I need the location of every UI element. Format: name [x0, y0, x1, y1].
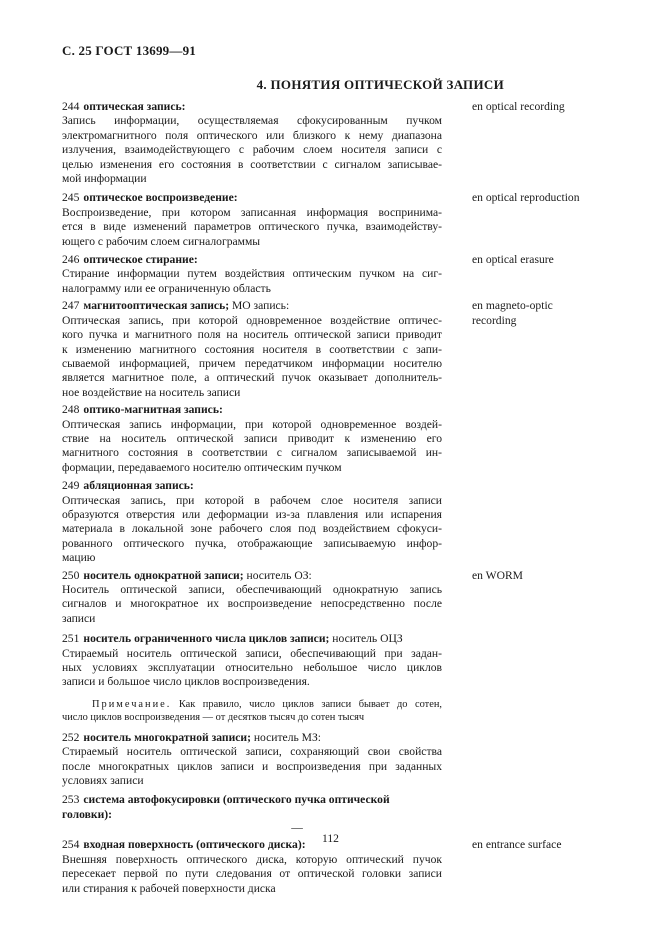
term-abbreviation: носитель ОЦЗ — [329, 632, 403, 646]
term-name: абляционная запись: — [83, 479, 194, 493]
term-english-equivalent — [472, 299, 622, 328]
term-name: входная поверхность (оптического диска): — [83, 838, 306, 852]
term-definition-line: Стираемый носитель оптической записи, обеспечивающий при задан- — [62, 646, 442, 660]
term-definition-line: ствие на носитель оптической записи приводит к изменению его — [62, 431, 442, 445]
term-entry — [62, 253, 622, 296]
section-title: 4. ПОНЯТИЯ ОПТИЧЕСКОЙ ЗАПИСИ — [256, 77, 504, 92]
term-name: магнитооптическая запись; — [83, 299, 230, 313]
term-definition-line: пересекает первой по пути следования от оптической головки записи — [62, 867, 442, 881]
term-definition-line: записи — [62, 611, 96, 625]
term-definition-line: рованного оптического пучка, отображающие записываемую инфор- — [62, 536, 442, 550]
term-number: 244 — [62, 100, 80, 113]
empty-definition-dash: — — [291, 821, 303, 835]
term-body — [62, 191, 442, 249]
term-definition-line: сигналов и многократное их воспроизведение непосредственно после — [62, 597, 442, 611]
term-entry — [62, 191, 622, 249]
term-definition-line: Воспроизведение, при котором записанная информация воспринима- — [62, 205, 442, 219]
term-abbreviation: МО запись: — [229, 299, 290, 313]
term-definition-line: ное воздействие на носитель записи — [62, 385, 241, 399]
page-number: 112 — [322, 832, 339, 845]
term-heading — [62, 299, 442, 313]
term-english-equivalent — [472, 569, 622, 583]
term-english-equivalent — [472, 253, 622, 267]
term-entry — [62, 479, 622, 565]
term-definition-line: сываемой информацией, причем передатчиком информации носителю — [62, 356, 442, 370]
term-number: 246 — [62, 253, 80, 267]
term-entry — [62, 299, 622, 400]
term-name: система автофокусировки (оптического пучка оптической головки): — [62, 793, 390, 821]
term-english-line: en optical recording — [472, 100, 565, 113]
term-definition-line: Оптическая запись информации, при которой одновременное воздей- — [62, 417, 442, 431]
term-definition-line: условиях записи — [62, 774, 144, 788]
term-english-line: recording — [472, 313, 517, 327]
term-number: 250 — [62, 568, 80, 582]
term-heading — [62, 253, 442, 267]
term-number: 247 — [62, 299, 80, 313]
term-body — [62, 793, 442, 822]
term-heading — [62, 569, 442, 583]
note-label: Примечание. — [92, 698, 172, 710]
term-entry — [62, 731, 622, 789]
term-definition-line: формации, передаваемого носителю оптическим пучком — [62, 460, 342, 474]
term-heading — [62, 731, 442, 745]
term-body — [62, 569, 442, 627]
note-line: число циклов воспроизведения — от десятков тысяч до сотен тысяч — [62, 712, 365, 724]
term-definition-line: Оптическая запись, при которой одновременное воздействие оптичес- — [62, 313, 442, 327]
term-body — [62, 632, 442, 690]
term-english-line: en optical reproduction — [472, 191, 580, 205]
term-heading — [62, 479, 442, 493]
term-note — [62, 698, 442, 725]
term-name: оптическая запись: — [83, 100, 186, 113]
term-english-line: en magneto-optic — [472, 299, 553, 313]
term-body — [62, 479, 442, 565]
term-definition-line: ных условиях эксплуатации относительно небольшое число циклов — [62, 661, 442, 675]
note-line — [62, 698, 442, 712]
page-header: С. 25 ГОСТ 13699—91 — [62, 43, 196, 58]
term-english-equivalent — [472, 100, 622, 114]
term-definition-line: после многократных циклов записи и воспроизведения при заданных — [62, 759, 442, 773]
term-definition-line: материала в локальной зоне рабочего слоя под воздействием сфокуси- — [62, 522, 442, 536]
term-definition-line: налограмму или ее ограниченную область — [62, 281, 271, 295]
term-heading — [62, 100, 442, 114]
term-definition-line: целью изменения его состояния в соответствии с сигналом записывае- — [62, 157, 442, 171]
term-definition-line: Оптическая запись, при которой в рабочем слое носителя записи — [62, 493, 442, 507]
term-body — [62, 838, 442, 896]
term-name: оптическое воспроизведение: — [83, 191, 238, 205]
term-heading — [62, 403, 442, 417]
term-number: 245 — [62, 191, 80, 205]
term-abbreviation: носитель МЗ: — [250, 730, 322, 744]
term-body — [62, 100, 442, 186]
term-definition-line: или стирания к рабочей поверхности диска — [62, 881, 276, 895]
term-definition-line: ется в виде изменений параметров оптического пучка, взаимодейству- — [62, 220, 442, 234]
term-english-line: en WORM — [472, 568, 523, 582]
term-entry — [62, 838, 622, 896]
term-entry — [62, 632, 622, 690]
term-definition-line: Стираемый носитель оптической записи, сохраняющий свои свойства — [62, 745, 442, 759]
term-number: 248 — [62, 403, 80, 417]
term-definition-line: является магнитное поле, а оптический пучок оказывает дополнитель- — [62, 371, 442, 385]
term-number: 249 — [62, 479, 80, 493]
term-body — [62, 731, 442, 789]
term-entry — [62, 100, 622, 186]
term-definition-line: образуются отверстия или деформации из-за плавления или испарения — [62, 507, 442, 521]
term-definition-line: ющего с рабочим слоем сигналограммы — [62, 234, 261, 248]
term-english-equivalent — [472, 191, 622, 205]
term-entry — [62, 793, 622, 822]
term-number: 252 — [62, 730, 80, 744]
term-body — [62, 253, 442, 296]
term-definition-line: излучения, взаимодействующего с рабочим слоем носителя записи с — [62, 143, 442, 157]
term-english-line: en optical erasure — [472, 253, 554, 267]
term-name: носитель многократной записи; — [83, 730, 251, 744]
term-definition-line: мой информации — [62, 172, 147, 186]
term-heading — [62, 632, 442, 646]
note-text: Как правило, число циклов записи бывает до сотен, — [178, 698, 442, 710]
term-number: 253 — [62, 793, 80, 807]
term-english-line: en entrance surface — [472, 838, 562, 852]
term-name: оптико-магнитная запись: — [83, 403, 223, 417]
term-entry — [62, 569, 622, 627]
term-definition-line: записи и большое число циклов воспроизведения. — [62, 675, 310, 689]
term-definition-line: к изменению магнитного состояния носителя в соответствии с запи- — [62, 342, 442, 356]
term-body — [62, 403, 442, 475]
term-definition-line: электромагнитного поля оптического или близкого к нему диапазона — [62, 128, 442, 142]
term-definition-line: магнитного состояния в соответствии с сигналом записываемой ин- — [62, 446, 442, 460]
term-name: носитель однократной записи; — [83, 568, 244, 582]
terms-list — [62, 100, 622, 896]
term-definition-line: Носитель оптической записи, обеспечивающий однократную запись — [62, 583, 442, 596]
term-name: оптическое стирание: — [83, 253, 198, 267]
term-number: 254 — [62, 838, 80, 852]
term-definition-line: мацию — [62, 551, 96, 565]
term-definition-line: Стирание информации путем воздействия оптическим пучком на сиг- — [62, 267, 442, 281]
term-entry — [62, 403, 622, 475]
term-heading — [62, 793, 442, 822]
term-number: 251 — [62, 632, 80, 646]
term-definition-line: Запись информации, осуществляемая сфокусированным пучком — [62, 114, 442, 128]
term-definition-line: кого пучка и магнитного поля на носитель оптической записи приводит — [62, 328, 442, 342]
term-body — [62, 299, 442, 400]
term-name: носитель ограниченного числа циклов записи; — [83, 632, 330, 646]
term-heading — [62, 191, 442, 205]
term-abbreviation: носитель ОЗ: — [243, 568, 312, 582]
term-definition-line: Внешняя поверхность оптического диска, которую оптический пучок — [62, 852, 442, 866]
